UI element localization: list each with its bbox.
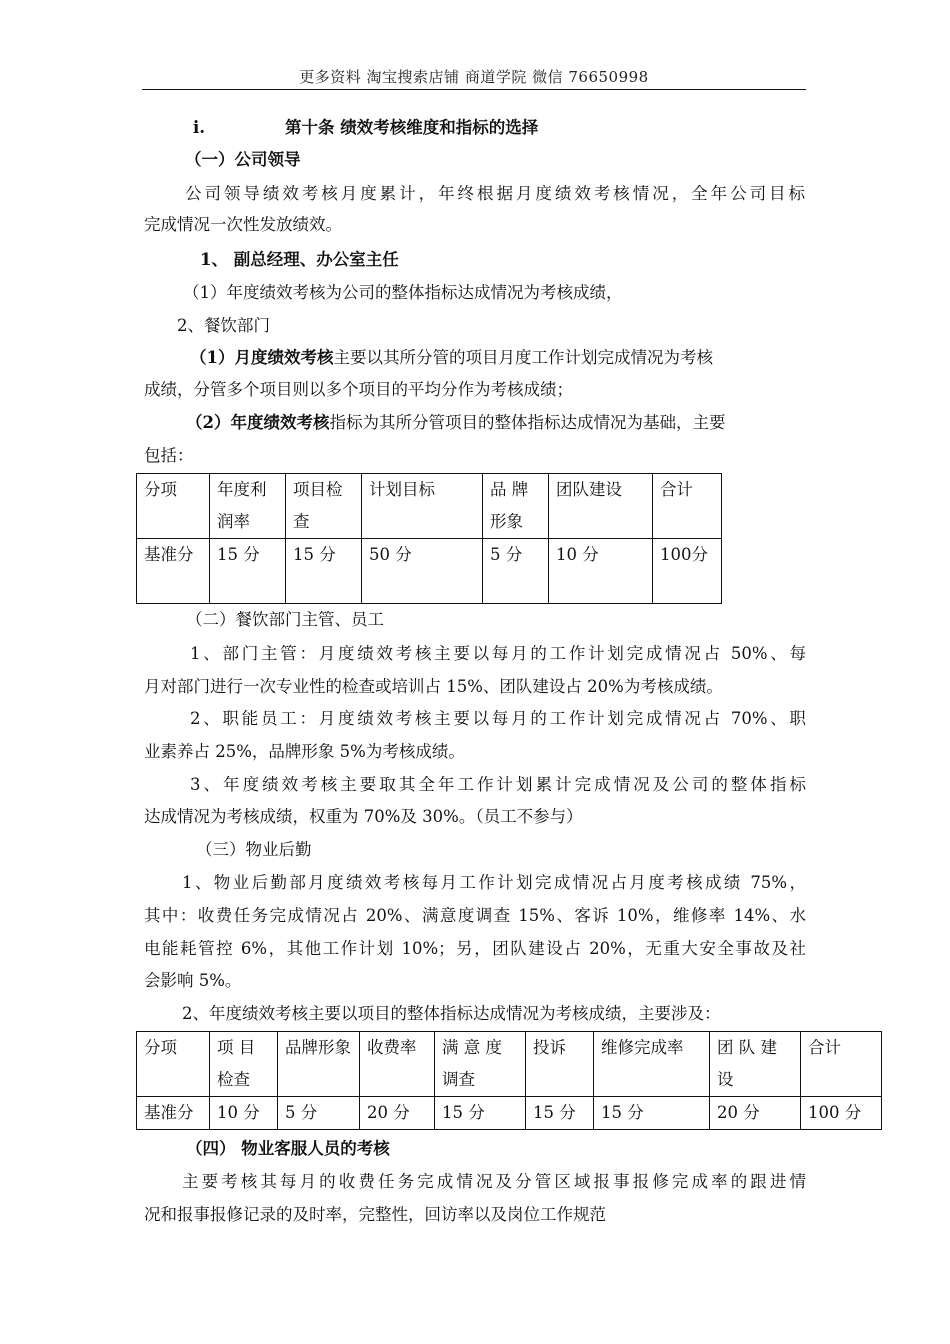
paragraph-line: 业素养占 25%，品牌形象 5%为考核成绩。 [144,742,465,761]
table-cell: 5 分 [483,539,549,604]
table-header-cell: 品 牌形象 [483,474,549,539]
annual-assessment-text: 指标为其所分管项目的整体指标达成情况为基础，主要 [329,413,726,432]
table-cell: 基准分 [137,539,210,604]
table-header-cell: 投诉 [526,1032,594,1097]
article-title: 第十条 绩效考核维度和指标的选择 [285,118,539,137]
paragraph-line: 成绩，分管多个项目则以多个项目的平均分作为考核成绩； [144,380,573,399]
section-heading-catering-staff: （二）餐饮部门主管、员工 [186,610,384,629]
paragraph-line [190,347,713,369]
table-header-cell: 品牌形象 [278,1032,360,1097]
paragraph-line: 公司领导绩效考核月度累计，年终根据月度绩效考核情况，全年公司目标 [185,184,805,203]
property-score-table [136,1031,882,1130]
table-header-cell: 团 队 建设 [710,1032,801,1097]
table-header-cell: 团队建设 [549,474,653,539]
annual-assessment-label: （2）年度绩效考核 [186,413,330,432]
table-header-cell: 项 目检查 [210,1032,278,1097]
table-header-cell: 分项 [137,474,210,539]
paragraph-line: 1、部门主管：月度绩效考核主要以每月的工作计划完成情况占 50%、每 [190,644,806,663]
table-cell: 15 分 [526,1097,594,1130]
table-header-cell: 收费率 [360,1032,435,1097]
paragraph-line: 达成情况为考核成绩，权重为 70%及 30%。（员工不参与） [144,807,583,826]
catering-score-table [136,473,722,604]
table-cell: 15 分 [286,539,362,604]
table-header-cell: 维修完成率 [594,1032,710,1097]
section-heading-property-logistics: （三）物业后勤 [196,840,312,859]
monthly-assessment-text: 主要以其所分管的项目月度工作计划完成情况为考核 [333,348,713,367]
paragraph-line: 3、年度绩效考核主要取其全年工作计划累计完成情况及公司的整体指标 [190,775,806,794]
table-cell: 50 分 [362,539,483,604]
article-number: i. [193,118,206,137]
table-header-cell: 分项 [137,1032,210,1097]
subheading-catering [177,315,270,337]
table-cell: 15 分 [210,539,286,604]
table-header-cell: 计划目标 [362,474,483,539]
monthly-assessment-label: （1）月度绩效考核 [190,348,334,367]
table-header-cell: 项目检查 [286,474,362,539]
paragraph-line: 会影响 5%。 [144,971,242,990]
subheading-deputy-gm: 1、 副总经理、办公室主任 [200,250,399,269]
paragraph-line: 2、年度绩效考核主要以项目的整体指标达成情况为考核成绩，主要涉及： [182,1004,721,1023]
paragraph-line: 电能耗管控 6%，其他工作计划 10%；另，团队建设占 20%，无重大安全事故及社 [144,939,806,958]
table-cell: 5 分 [278,1097,360,1130]
table-cell: 100 分 [801,1097,882,1130]
table-header-cell: 合计 [653,474,722,539]
paragraph-line: 其中：收费任务完成情况占 20%、满意度调查 15%、客诉 10%，维修率 14%、水 [144,906,806,925]
paragraph-line: 况和报事报修记录的及时率，完整性，回访率以及岗位工作规范 [144,1205,606,1224]
paragraph-line: 主要考核其每月的收费任务完成情况及分管区域报事报修完成率的跟进情 [182,1172,806,1191]
paragraph-line: 1、物业后勤部月度绩效考核每月工作计划完成情况占月度考核成绩 75%， [182,873,806,892]
page-header: 更多资料 淘宝搜索店铺 商道学院 微信 76650998 [299,68,649,86]
table-cell: 15 分 [435,1097,526,1130]
header-divider [142,89,806,90]
table-cell: 100分 [653,539,722,604]
section-heading-customer-service: （四） 物业客服人员的考核 [186,1139,390,1158]
table-header-cell: 年度利润率 [210,474,286,539]
subheading-catering-text: 2、餐饮部门 [177,316,270,335]
paragraph-line [186,412,725,434]
table-header-cell: 合计 [801,1032,882,1097]
table-cell: 10 分 [549,539,653,604]
table-cell: 基准分 [137,1097,210,1130]
table-header-cell: 满 意 度调查 [435,1032,526,1097]
paragraph-line: （1）年度绩效考核为公司的整体指标达成情况为考核成绩， [183,283,623,302]
paragraph-line: 2、职能员工：月度绩效考核主要以每月的工作计划完成情况占 70%、职 [190,709,806,728]
table-cell: 10 分 [210,1097,278,1130]
section-heading-company-leaders: （一）公司领导 [185,150,301,169]
paragraph-line: 包括： [144,446,194,465]
table-cell: 15 分 [594,1097,710,1130]
table-cell: 20 分 [710,1097,801,1130]
table-cell: 20 分 [360,1097,435,1130]
paragraph-line: 月对部门进行一次专业性的检查或培训占 15%、团队建设占 20%为考核成绩。 [144,677,723,696]
paragraph-line: 完成情况一次性发放绩效。 [144,215,342,234]
